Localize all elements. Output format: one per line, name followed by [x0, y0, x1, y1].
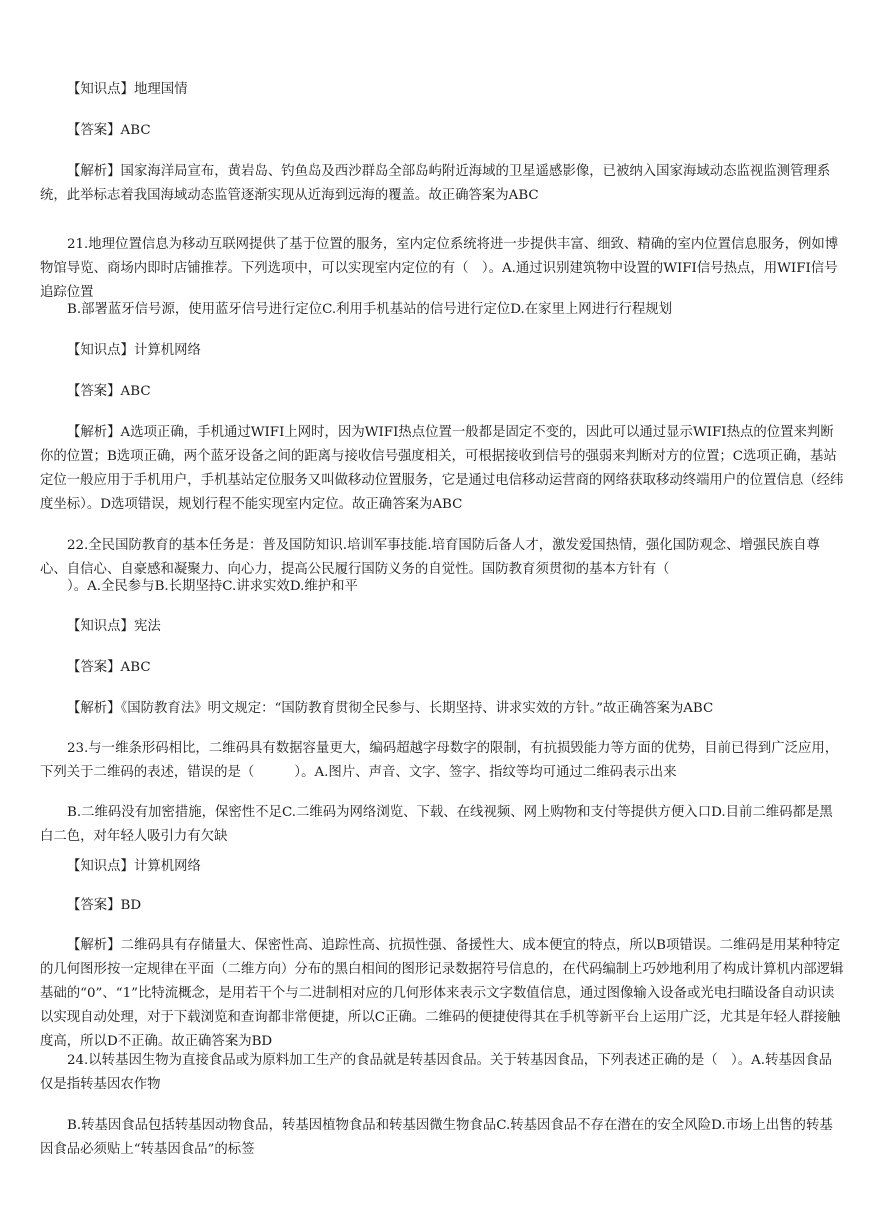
knowledge-point-label: 【知识点】地理国情	[67, 82, 188, 97]
question-24-options: B.转基因食品包括转基因动物食品，转基因植物食品和转基因微生物食品C.转基因食品不存在潜在的安全风险D.市场上出售的转基因食品必须贴上“转基因食品”的标签	[40, 1118, 833, 1157]
question-22: 22.全民国防教育的基本任务是：普及国防知识.培训军事技能.培育国防后备人才，激发爱国热情，强化国防观念、增强民族自尊心、自信心、自豪感和凝聚力、向心力，提高公民履行国防义务的自觉性。国防教育须贯彻的基本方针有（	[40, 538, 820, 577]
explanation-paragraph: 【解析】A选项正确，手机通过WIFI上网时，因为WIFI热点位置一般都是固定不变的，因此可以通过显示WIFI热点的位置来判断你的位置；B选项正确，两个蓝牙设备之间的距离与接收信号强度相关，可根据接收到信号的强弱来判断对方的位置；C选项正确，基站定位一般应用于手机用户，手机基站定位服务又叫做移动位置服务，它是通过电信移动运营商的网络获取移动终端用户的位置信息（经纬度坐标）。D选项错误，规划行程不能实现室内定位。故正确答案为ABC	[40, 425, 844, 512]
question-23-options: B.二维码没有加密措施，保密性不足C.二维码为网络浏览、下载、在线视频、网上购物和支付等提供方便入口D.目前二维码都是黑白二色，对年轻人吸引力有欠缺	[40, 805, 833, 844]
question-21-options: B.部署蓝牙信号源，使用蓝牙信号进行定位C.利用手机基站的信号进行定位D.在家里上网进行行程规划	[67, 302, 673, 317]
answer-label: 【答案】ABC	[67, 384, 151, 399]
explanation-paragraph: 【解析】二维码具有存储量大、保密性高、追踪性高、抗损性强、备援性大、成本便宜的特点，所以B项错误。二维码是用某种特定的几何图形按一定规律在平面（二维方向）分布的黑白相间的图形记录数据符号信息的，在代码编制上巧妙地利用了构成计算机内部逻辑基础的“0”、“1”比特流概念，是用若干个与二进制相对应的几何形体来表示文字数值信息，通过图像输入设备或光电扫瞄设备自动识读以实现自动处理，对于下载浏览和查询都非常便捷，所以C正确。二维码的便捷使得其在手机等新平台上运用广泛，尤其是年轻人群接触度高，所以D不正确。故正确答案为BD	[40, 938, 844, 1049]
explanation-paragraph: 【解析】《国防教育法》明文规定：“国防教育贯彻全民参与、长期坚持、讲求实效的方针。”故正确答案为ABC	[67, 701, 714, 716]
question-21: 21.地理位置信息为移动互联网提供了基于位置的服务，室内定位系统将进一步提供丰富、细致、精确的室内位置信息服务，例如博物馆导览、商场内即时店铺推荐。下列选项中，可以实现室内定位的有（ ）。A.通过识别建筑物中设置的WIFI信号热点，用WIFI信号追踪位置	[40, 237, 839, 300]
question-22-options: ）。A.全民参与B.长期坚持C.讲求实效D.维护和平	[67, 579, 358, 594]
knowledge-point-label: 【知识点】计算机网络	[67, 343, 201, 358]
question-24: 24.以转基因生物为直接食品或为原料加工生产的食品就是转基因食品。关于转基因食品，下列表述正确的是（ ）。A.转基因食品仅是指转基因农作物	[40, 1053, 833, 1092]
knowledge-point-label: 【知识点】计算机网络	[67, 859, 201, 874]
question-23: 23.与一维条形码相比，二维码具有数据容量更大，编码超越字母数字的限制，有抗损毁能力等方面的优势，目前已得到广泛应用，下列关于二维码的表述，错误的是（ ）。A.图片、声音、文字、签字、指纹等均可通过二维码表示出来	[40, 741, 839, 780]
answer-label: 【答案】BD	[67, 898, 142, 913]
answer-label: 【答案】ABC	[67, 123, 151, 138]
explanation-paragraph: 【解析】国家海洋局宣布，黄岩岛、钓鱼岛及西沙群岛全部岛屿附近海域的卫星遥感影像，已被纳入国家海域动态监视监测管理系统，此举标志着我国海域动态监管逐渐实现从近海到远海的覆盖。故正确答案为ABC	[40, 164, 831, 203]
answer-label: 【答案】ABC	[67, 660, 151, 675]
knowledge-point-label: 【知识点】宪法	[67, 619, 161, 634]
